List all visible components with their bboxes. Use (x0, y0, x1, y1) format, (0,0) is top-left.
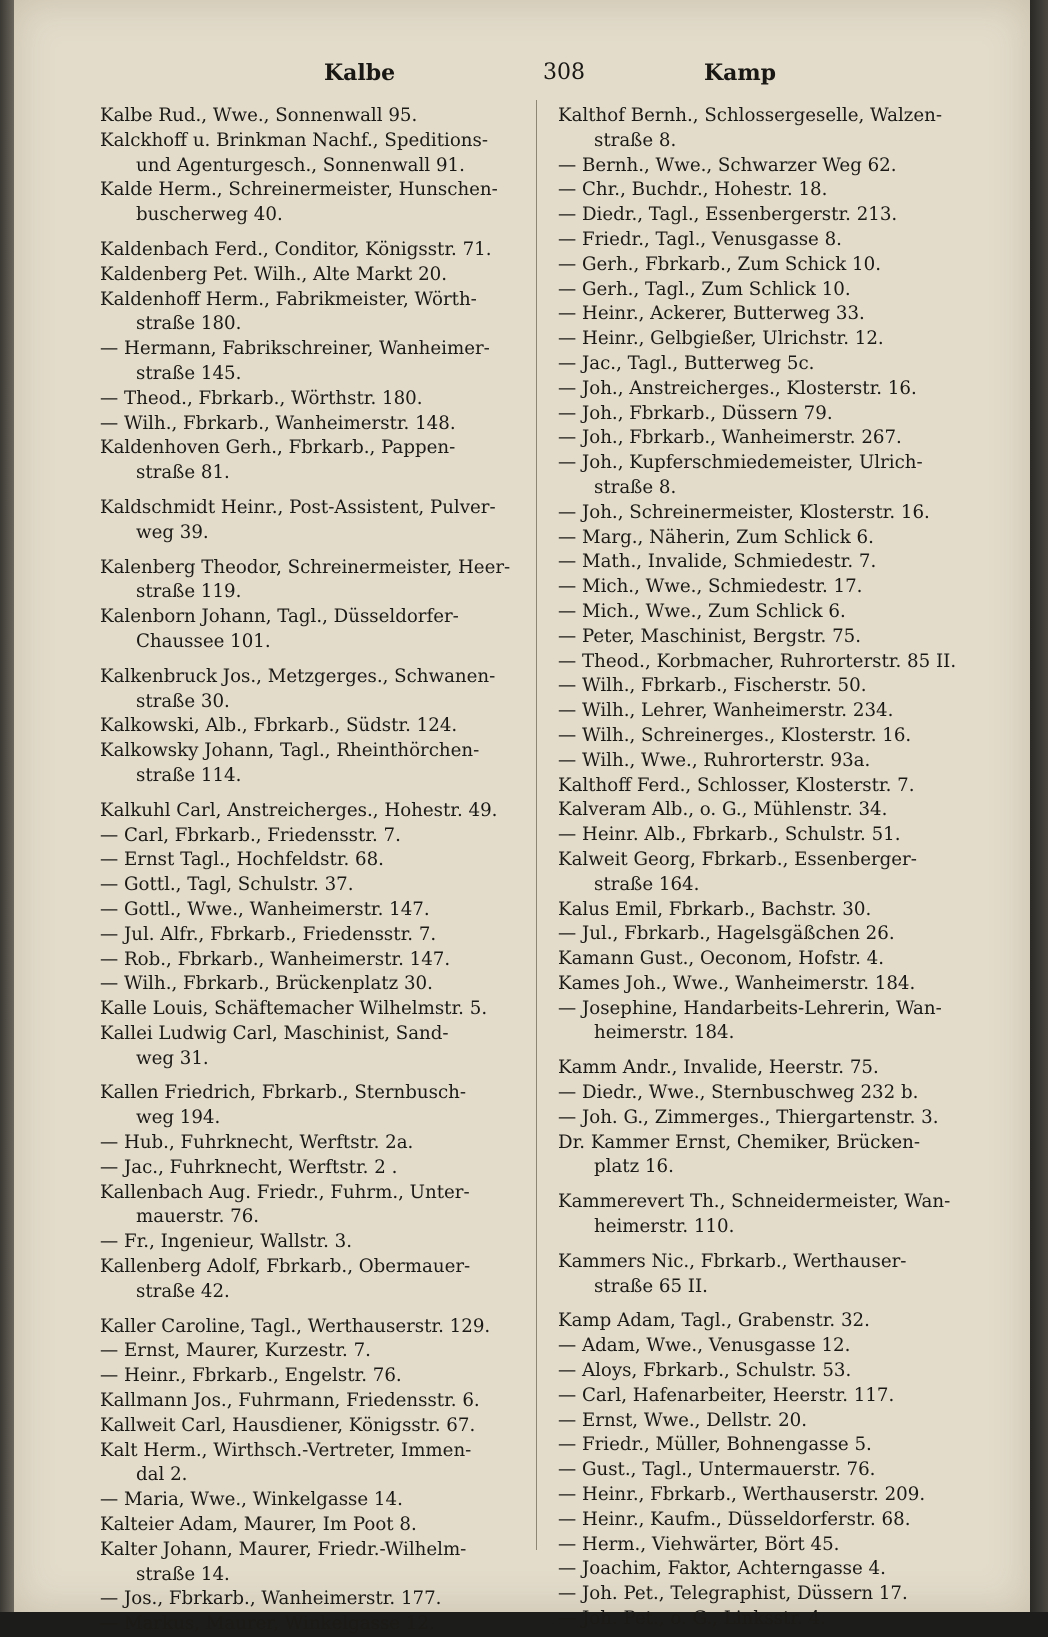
directory-entry-line: straße 145. (136, 362, 242, 384)
directory-entry-line: — Joh. G., Zimmerges., Thiergartenstr. 3. (558, 1106, 939, 1128)
directory-entry-line: straße 8. (594, 476, 677, 498)
page-header (84, 60, 984, 94)
directory-entry-line: Kalveram Alb., o. G., Mühlenstr. 34. (558, 799, 888, 821)
directory-entry-line: — Heinr., Fbrkarb., Engelstr. 76. (100, 1365, 402, 1387)
directory-entry-line: straße 42. (136, 1280, 230, 1302)
directory-entry-line: — Diedr., Wwe., Sternbuschweg 232 b. (558, 1082, 919, 1104)
directory-entry-line: Kaldenberg Pet. Wilh., Alte Markt 20. (100, 263, 448, 285)
directory-entry-line: straße 8. (594, 129, 677, 151)
directory-entry-line: Kamm Andr., Invalide, Heerstr. 75. (558, 1057, 879, 1079)
directory-entry-line: mauerstr. 76. (136, 1206, 260, 1228)
directory-entry-line: — Joh., Fbrkarb., Düssern 79. (558, 402, 833, 424)
directory-entry-line: — Ernst, Wwe., Dellstr. 20. (558, 1409, 808, 1431)
directory-entry-line: Kalt Herm., Wirthsch.-Vertreter, Immen- (100, 1439, 472, 1461)
directory-entry-line: — Jac., Fuhrknecht, Werftstr. 2 . (100, 1156, 398, 1178)
directory-entry-line: straße 81. (136, 462, 230, 484)
directory-entry-line: Kamp Adam, Tagl., Grabenstr. 32. (558, 1310, 870, 1332)
directory-entry-line: — Jac., Tagl., Butterweg 5c. (558, 352, 815, 374)
directory-entry-line: — Heinr., Fbrkarb., Werthauserstr. 209. (558, 1484, 926, 1506)
directory-entry-line: Kallweit Carl, Hausdiener, Königsstr. 67. (100, 1414, 476, 1436)
directory-entry-line: — Jul. Alfr., Fbrkarb., Friedensstr. 7. (100, 923, 437, 945)
directory-entry-line: Kalenborn Johann, Tagl., Düsseldorfer- (100, 606, 459, 628)
directory-entry-line: und Agenturgesch., Sonnenwall 91. (136, 154, 465, 176)
directory-entry-line: — Joh., Schreinermeister, Klosterstr. 16. (558, 501, 930, 523)
directory-entry-line: — Wilh., Schreinerges., Klosterstr. 16. (558, 724, 912, 746)
directory-entry-line: — Markus, Maurer, Winkelgasse 12. (100, 1613, 435, 1635)
directory-entry-line: — Diedr., Tagl., Essenbergerstr. 213. (558, 204, 898, 226)
directory-entry-line: — Wilh., Wwe., Ruhrorterstr. 93a. (558, 749, 871, 771)
directory-entry-line: — Maria, Wwe., Winkelgasse 14. (100, 1489, 403, 1511)
directory-entry-line: straße 119. (136, 581, 242, 603)
column-divider (536, 100, 537, 1550)
directory-entry-line: — Joachim, Faktor, Achterngasse 4. (558, 1558, 886, 1580)
directory-entry-line: Kalkenbruck Jos., Metzgerges., Schwanen- (100, 665, 496, 687)
directory-entry-line: Kalus Emil, Fbrkarb., Bachstr. 30. (558, 898, 872, 920)
directory-entry-line: — Math., Invalide, Schmiedestr. 7. (558, 551, 877, 573)
directory-entry-line: — Joh., Anstreicherges., Klosterstr. 16. (558, 377, 917, 399)
directory-entry-line: — Chr., Buchdr., Hohestr. 18. (558, 179, 828, 201)
directory-entry-line: Kaldschmidt Heinr., Post-Assistent, Pulver- (100, 496, 496, 518)
directory-entry-line: straße 30. (136, 690, 230, 712)
directory-entry-line: — Josephine, Handarbeits-Lehrerin, Wan- (558, 997, 942, 1019)
directory-entry-line: Kalkowsky Johann, Tagl., Rheinthörchen- (100, 740, 480, 762)
directory-entry-line: — Gottl., Tagl, Schulstr. 37. (100, 874, 354, 896)
directory-entry-line: Dr. Kammer Ernst, Chemiker, Brücken- (558, 1131, 920, 1153)
directory-entry-line: — Rob., Fbrkarb., Wanheimerstr. 147. (100, 948, 451, 970)
directory-entry-line: — Gerh., Tagl., Zum Schlick 10. (558, 278, 851, 300)
directory-entry-line: — Theod., Fbrkarb., Wörthstr. 180. (100, 387, 423, 409)
directory-entry-line: Kammers Nic., Fbrkarb., Werthauser- (558, 1250, 907, 1272)
directory-entry-line: — Carl, Hafenarbeiter, Heerstr. 117. (558, 1384, 895, 1406)
directory-entry-line: Kames Joh., Wwe., Wanheimerstr. 184. (558, 972, 916, 994)
directory-entry-line: — Heinr., Gelbgießer, Ulrichstr. 12. (558, 328, 884, 350)
directory-entry-line: straße 180. (136, 313, 242, 335)
directory-entry-line: Kalckhoff u. Brinkman Nachf., Speditions- (100, 129, 488, 151)
directory-entry-line: straße 164. (594, 873, 700, 895)
directory-entry-line: — Joh., Fbrkarb., Wanheimerstr. 267. (558, 427, 902, 449)
directory-entry-line: — Joh., Kupferschmiedemeister, Ulrich- (558, 452, 923, 474)
directory-entry-line: — Hermann, Fabrikschreiner, Wanheimer- (100, 338, 490, 360)
directory-entry-line: — Wilh., Fbrkarb., Brückenplatz 30. (100, 973, 433, 995)
directory-entry-line: heimerstr. 184. (594, 1022, 735, 1044)
directory-entry-line: — Joh. Pet., o. G., Linksstr. 4. (558, 1608, 826, 1630)
directory-entry-line: Kaller Caroline, Tagl., Werthauserstr. 129. (100, 1315, 491, 1337)
directory-entry-line: — Aloys, Fbrkarb., Schulstr. 53. (558, 1360, 852, 1382)
directory-entry-line: — Ernst Tagl., Hochfeldstr. 68. (100, 849, 384, 871)
directory-entry-line: — Marg., Näherin, Zum Schlick 6. (558, 526, 874, 548)
directory-entry-line: Kammerevert Th., Schneidermeister, Wan- (558, 1191, 951, 1213)
directory-entry-line: Kaldenhoven Gerh., Fbrkarb., Pappen- (100, 437, 456, 459)
directory-entry-line: — Bernh., Wwe., Schwarzer Weg 62. (558, 154, 897, 176)
directory-entry-line: Kalweit Georg, Fbrkarb., Essenberger- (558, 848, 917, 870)
directory-entry-line: Kalkuhl Carl, Anstreicherges., Hohestr. 49. (100, 799, 498, 821)
right-column (558, 104, 976, 1632)
directory-entry-line: — Heinr. Alb., Fbrkarb., Schulstr. 51. (558, 824, 901, 846)
directory-entry-line: straße 65 II. (594, 1275, 708, 1297)
directory-entry-line: — Wilh., Fbrkarb., Wanheimerstr. 148. (100, 412, 456, 434)
page-number: 308 (543, 60, 585, 85)
directory-entry-line: — Heinr., Kaufm., Düsseldorferstr. 68. (558, 1508, 911, 1530)
directory-entry-line: weg 39. (136, 521, 209, 543)
directory-entry-line: Kalle Louis, Schäftemacher Wilhelmstr. 5. (100, 998, 488, 1020)
directory-entry-line: Kalbe Rud., Wwe., Sonnenwall 95. (100, 105, 418, 126)
scan-left-edge (0, 0, 14, 1612)
header-left-word: Kalbe (324, 60, 396, 86)
directory-entry-line: buscherweg 40. (136, 204, 283, 226)
directory-entry-line: platz 16. (594, 1156, 674, 1178)
directory-entry-line: Kalthof Bernh., Schlossergeselle, Walzen- (558, 105, 943, 126)
directory-entry-line: Kallei Ludwig Carl, Maschinist, Sand- (100, 1022, 449, 1044)
directory-page (14, 0, 1030, 1635)
directory-entry-line: weg 194. (136, 1107, 221, 1129)
directory-entry-line: Kaldenbach Ferd., Conditor, Königsstr. 71. (100, 238, 492, 260)
directory-entry-line: — Joh. Pet., Telegraphist, Düssern 17. (558, 1583, 908, 1605)
directory-entry-line: — Gottl., Wwe., Wanheimerstr. 147. (100, 898, 430, 920)
directory-entry-line: — Friedr., Müller, Bohnengasse 5. (558, 1434, 872, 1456)
directory-entry-line: Kalde Herm., Schreinermeister, Hunschen- (100, 179, 498, 201)
directory-entry-line: — Friedr., Tagl., Venusgasse 8. (558, 228, 842, 250)
directory-entry-line: — Wilh., Lehrer, Wanheimerstr. 234. (558, 700, 894, 722)
directory-entry-line: — Mich., Wwe., Zum Schlick 6. (558, 600, 846, 622)
directory-entry-line: straße 114. (136, 764, 242, 786)
directory-entry-line: — Gerh., Fbrkarb., Zum Schick 10. (558, 253, 881, 275)
directory-entry-line: straße 14. (136, 1563, 230, 1585)
left-column (100, 104, 518, 1637)
directory-entry-line: — Hub., Fuhrknecht, Werftstr. 2a. (100, 1132, 414, 1154)
directory-entry-line: — Peter, Maschinist, Bergstr. 75. (558, 625, 862, 647)
directory-entry-line: Kaldenhoff Herm., Fabrikmeister, Wörth- (100, 288, 477, 310)
directory-entry-line: heimerstr. 110. (594, 1216, 735, 1238)
directory-entry-line: — Adam, Wwe., Venusgasse 12. (558, 1335, 851, 1357)
directory-entry-line: — Theod., Korbmacher, Ruhrorterstr. 85 II. (558, 650, 957, 672)
directory-entry-line: Kalenberg Theodor, Schreinermeister, Heer- (100, 556, 511, 578)
directory-entry-line: — Wilh., Fbrkarb., Fischerstr. 50. (558, 675, 867, 697)
directory-entry-line: dal 2. (136, 1464, 188, 1486)
directory-entry-line: — Carl, Fbrkarb., Friedensstr. 7. (100, 824, 401, 846)
directory-entry-line: Chaussee 101. (136, 630, 271, 652)
directory-entry-line: Kallenbach Aug. Friedr., Fuhrm., Unter- (100, 1181, 470, 1203)
header-right-word: Kamp (704, 60, 777, 86)
directory-entry-line: Kalteier Adam, Maurer, Im Poot 8. (100, 1514, 417, 1536)
scan-right-edge (1030, 0, 1048, 1612)
directory-entry-line: Kalkowski, Alb., Fbrkarb., Südstr. 124. (100, 715, 458, 737)
directory-entry-line: Kamann Gust., Oeconom, Hofstr. 4. (558, 948, 885, 970)
directory-entry-line: Kallen Friedrich, Fbrkarb., Sternbusch- (100, 1082, 467, 1104)
directory-entry-line: Kallmann Jos., Fuhrmann, Friedensstr. 6. (100, 1390, 480, 1412)
directory-entry-line: Kalthoff Ferd., Schlosser, Klosterstr. 7. (558, 774, 915, 796)
directory-entry-line: — Jul., Fbrkarb., Hagelsgäßchen 26. (558, 923, 895, 945)
directory-entry-line: — Ernst, Maurer, Kurzestr. 7. (100, 1340, 371, 1362)
directory-entry-line: — Herm., Viehwärter, Bört 45. (558, 1533, 840, 1555)
directory-entry-line: Kallenberg Adolf, Fbrkarb., Obermauer- (100, 1256, 471, 1278)
directory-entry-line: — Jos., Fbrkarb., Wanheimerstr. 177. (100, 1588, 442, 1610)
directory-entry-line: — Gust., Tagl., Untermauerstr. 76. (558, 1459, 876, 1481)
directory-entry-line: weg 31. (136, 1047, 209, 1069)
directory-entry-line: — Fr., Ingenieur, Wallstr. 3. (100, 1231, 353, 1253)
directory-entry-line: Kalter Johann, Maurer, Friedr.-Wilhelm- (100, 1538, 467, 1560)
directory-entry-line: — Heinr., Ackerer, Butterweg 33. (558, 303, 865, 325)
directory-entry-line: — Mich., Wwe., Schmiedestr. 17. (558, 576, 863, 598)
